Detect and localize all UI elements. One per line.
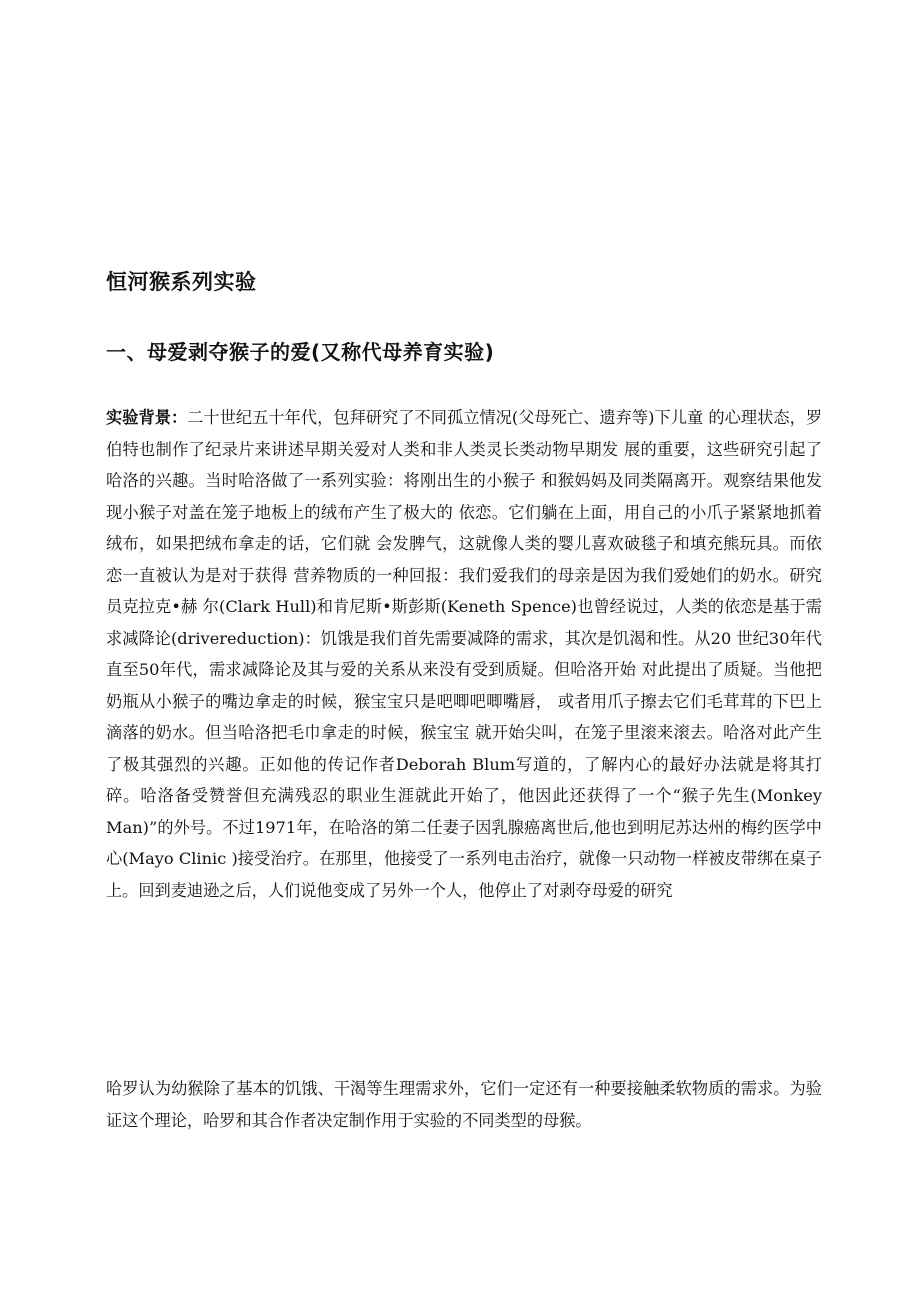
background-text: 二十世纪五十年代，包拜研究了不同孤立情况(父母死亡、遗弃等)下儿童 的心理状态，罗伯特也制作了纪录片来讲述早期关爱对人类和非人类灵长类动物早期发 展的重要，这些研究引起了哈洛的兴趣。当时哈洛做了一系列实验：将刚出生的小猴子 和猴妈妈及同类隔离开。观察结果他发现小猴子对盖在笼子地板上的绒布产生了极大的 依恋。它们躺在上面，用自己的小爪子紧紧地抓着绒布，如果把绒布拿走的话，它们就 会发脾气，这就像人类的婴儿喜欢破毯子和填充熊玩具。而依恋一直被认为是对于获得 营养物质的一种回报：我们爱我们的母亲是因为我们爱她们的奶水。研究员克拉克•赫 尔(Clark Hull)和肯尼斯•斯彭斯(Keneth Spence)也曾经说过，人类的依恋是基于需 求减降论(drivereduction)：饥饿是我们首先需要减降的需求，其次是饥渴和性。从20 世纪30年代直至50年代，需求减降论及其与爱的关系从来没有受到质疑。但哈洛开始 对此提出了质疑。当他把奶瓶从小猴子的嘴边拿走的时候，猴宝宝只是吧唧吧唧嘴唇， 或者用爪子擦去它们毛茸茸的下巴上滴落的奶水。但当哈洛把毛巾拿走的时候，猴宝宝 就开始尖叫，在笼子里滚来滚去。哈洛对此产生了极其强烈的兴趣。正如他的传记作者Deborah Blum写道的，了解内心的最好办法就是将其打碎。哈洛备受赞誉但充满残忍的职业生涯就此开始了，他因此还获得了一个“猴子先生(Monkey Man)”的外号。不过1971年，在哈洛的第二任妻子因乳腺癌离世后,他也到明尼苏达州的梅约医学中心(Mayo Clinic )接受治疗。在那里，他接受了一系列电击治疗，就像一只动物一样被皮带绑在桌子上。回到麦迪逊之后，人们说他变成了另外一个人，他停止了对剥夺母爱的研究 [106, 408, 823, 900]
background-paragraph [106, 402, 822, 906]
document-title: 恒河猴系列实验 [106, 270, 257, 294]
background-label: 实验背景： [106, 408, 188, 427]
hypothesis-paragraph: 哈罗认为幼猴除了基本的饥饿、干渴等生理需求外，它们一定还有一种要接触柔软物质的需求。为验证这个理论，哈罗和其合作者决定制作用于实验的不同类型的母猴。 [106, 1079, 822, 1130]
section-heading: 一、母爱剥夺猴子的爱(又称代母养育实验) [106, 340, 495, 364]
